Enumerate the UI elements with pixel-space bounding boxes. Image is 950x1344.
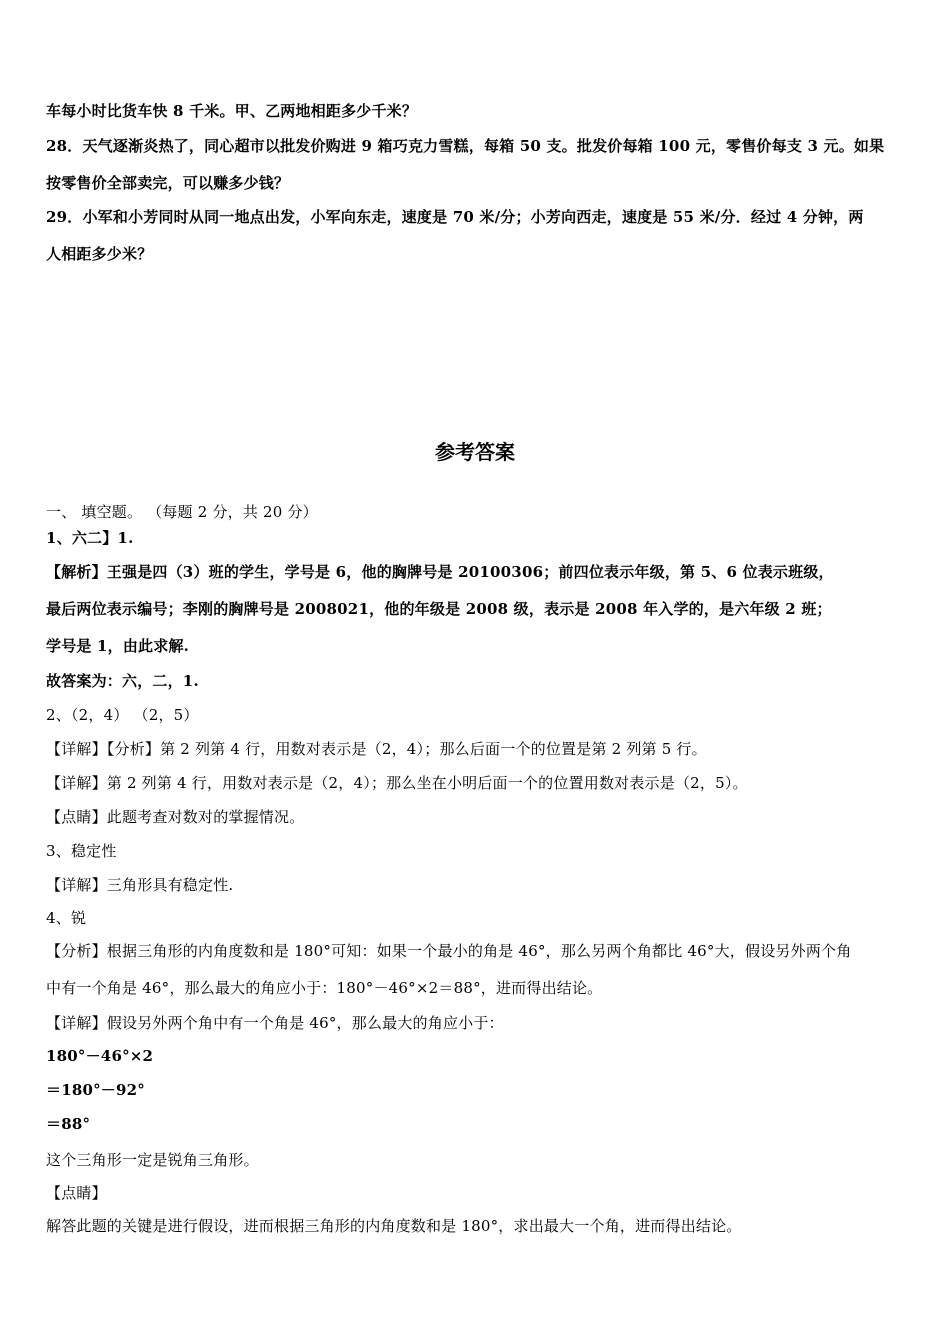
answer-4-comment-label: 【点睛】 [46, 1184, 107, 1202]
question-28-line-2: 按零售价全部卖完，可以赚多少钱？ [46, 174, 290, 192]
answer-4-analysis-2: 中有一个角是 46°，那么最大的角应小于：180°－46°×2＝88°，进而得出结论。 [46, 979, 603, 997]
answer-4-analysis-1: 【分析】根据三角形的内角度数和是 180°可知：如果一个最小的角是 46°，那么另两个角都比 46°大，假设另外两个角 [46, 942, 852, 960]
answer-4: 4、锐 [46, 909, 87, 927]
question-29-line-1: 29．小军和小芳同时从同一地点出发，小军向东走，速度是 70 米/分；小芳向西走，速度是 55 米/分．经过 4 分钟，两 [46, 208, 864, 226]
question-28-line-1: 28．天气逐渐炎热了，同心超市以批发价购进 9 箱巧克力雪糕，每箱 50 支。批发价每箱 100 元，零售价每支 3 元。如果 [46, 137, 885, 155]
answer-3-detail: 【详解】三角形具有稳定性. [46, 876, 234, 894]
question-27-tail: 车每小时比货车快 8 千米。甲、乙两地相距多少千米？ [46, 102, 418, 120]
answer-1: 1、六二】1. [46, 529, 134, 547]
answer-4-calc-2: ＝180°－92° [46, 1081, 145, 1099]
answer-1-analysis-2: 最后两位表示编号；李刚的胸牌号是 2008021，他的年级是 2008 级，表示是 2008 年入学的，是六年级 2 班； [46, 600, 832, 618]
answer-2: 2、（2，4） （2，5） [46, 706, 199, 724]
answer-3: 3、稳定性 [46, 842, 117, 860]
answer-2-detail-1: 【详解】【分析】第 2 列第 4 行，用数对表示是（2，4）；那么后面一个的位置是第 2 列第 5 行。 [46, 740, 707, 758]
answer-4-calc-1: 180°－46°×2 [46, 1047, 154, 1065]
answer-2-detail-2: 【详解】第 2 列第 4 行，用数对表示是（2，4）；那么坐在小明后面一个的位置用数对表示是（2，5）。 [46, 774, 748, 792]
answer-1-analysis-1: 【解析】王强是四（3）班的学生，学号是 6，他的胸牌号是 20100306；前四位表示年级，第 5、6 位表示班级， [46, 563, 834, 581]
answer-4-detail: 【详解】假设另外两个角中有一个角是 46°，那么最大的角应小于： [46, 1014, 504, 1032]
answer-1-analysis-3: 学号是 1，由此求解. [46, 637, 190, 655]
answer-1-conclusion: 故答案为：六，二，1. [46, 672, 199, 690]
answers-title: 参考答案 [435, 440, 515, 464]
answer-4-result: 这个三角形一定是锐角三角形。 [46, 1151, 259, 1169]
answer-4-calc-3: ＝88° [46, 1115, 91, 1133]
answer-2-comment: 【点睛】此题考查对数对的掌握情况。 [46, 808, 305, 826]
answer-4-comment: 解答此题的关键是进行假设，进而根据三角形的内角度数和是 180°，求出最大一个角，进而得出结论。 [46, 1217, 742, 1235]
question-29-line-2: 人相距多少米？ [46, 245, 153, 263]
section-header: 一、 填空题。 （每题 2 分，共 20 分） [46, 503, 318, 521]
